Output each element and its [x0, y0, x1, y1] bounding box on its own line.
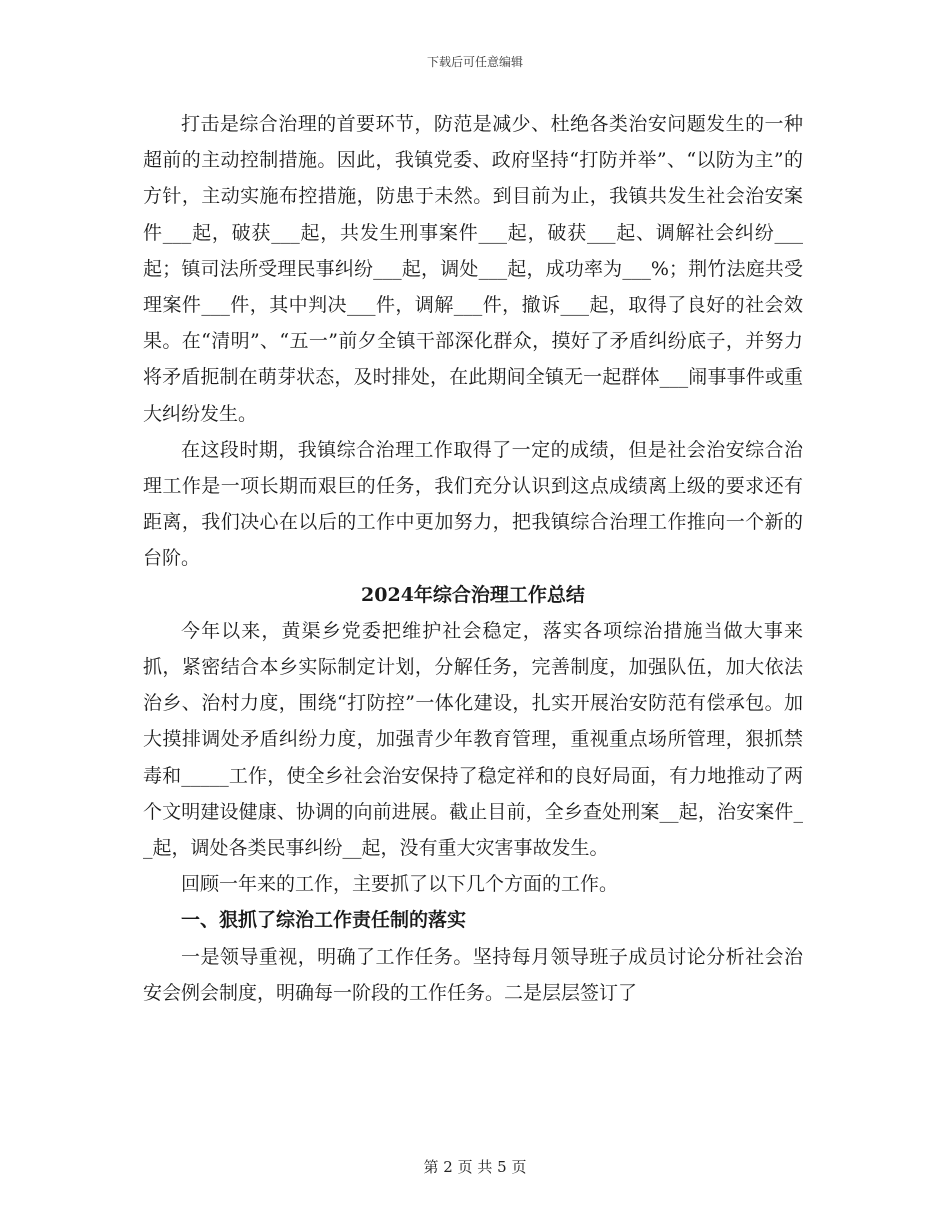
document-title: 2024年综合治理工作总结 — [361, 583, 585, 606]
paragraph-5: 一是领导重视，明确了工作任务。坚持每月领导班子成员讨论分析社会治安会例会制度，明确每一阶段的工作任务。二是层层签订了 — [143, 945, 803, 1004]
document-body — [143, 106, 803, 1011]
paragraph-3: 今年以来，黄渠乡党委把维护社会稳定，落实各项综治措施当做大事来抓，紧密结合本乡实际制定计划，分解任务，完善制度，加强队伍，加大依法治乡、治村力度，围绕“打防控”一体化建设，扎实开展治安防范有偿承包。加大摸排调处矛盾纠纷力度，加强青少年教育管理，重视重点场所管理，狠抓禁毒和_____工作，使全乡社会治安保持了稳定祥和的良好局面，有力地推动了两个文明建设健康、协调的向前进展。截止目前，全乡查处刑案__起，治安案件__起，调处各类民事纠纷__起，没有重大灾害事故发生。 — [143, 619, 803, 860]
section-heading-1: 一、狠抓了综治工作责任制的落实 — [181, 909, 467, 932]
page-header-note: 下载后可任意编辑 — [426, 55, 523, 69]
paragraph-1: 打击是综合治理的首要环节，防范是减少、杜绝各类治安问题发生的一种超前的主动控制措施。因此，我镇党委、政府坚持“打防并举”、“以防为主”的方针，主动实施布控措施，防患于未然。到目前为止，我镇共发生社会治安案件___起，破获___起，共发生刑事案件___起，破获___起、调解社会纠纷___起；镇司法所受理民事纠纷___起，调处___起，成功率为___%；荆竹法庭共受理案件___件，其中判决___件，调解___件，撤诉___起，取得了良好的社会效果。在“清明”、“五一”前夕全镇干部深化群众，摸好了矛盾纠纷底子，并努力将矛盾扼制在萌芽状态，及时排处，在此期间全镇无一起群体___闹事事件或重大纠纷发生。 — [143, 113, 803, 425]
paragraph-4: 回顾一年来的工作，主要抓了以下几个方面的工作。 — [181, 873, 619, 896]
paragraph-2: 在这段时期，我镇综合治理工作取得了一定的成绩，但是社会治安综合治理工作是一项长期而艰巨的任务，我们充分认识到这点成绩离上级的要求还有距离，我们决心在以后的工作中更加努力，把我镇综合治理工作推向一个新的台阶。 — [143, 438, 803, 570]
page-number: 第 2 页 共 5 页 — [423, 1158, 527, 1176]
